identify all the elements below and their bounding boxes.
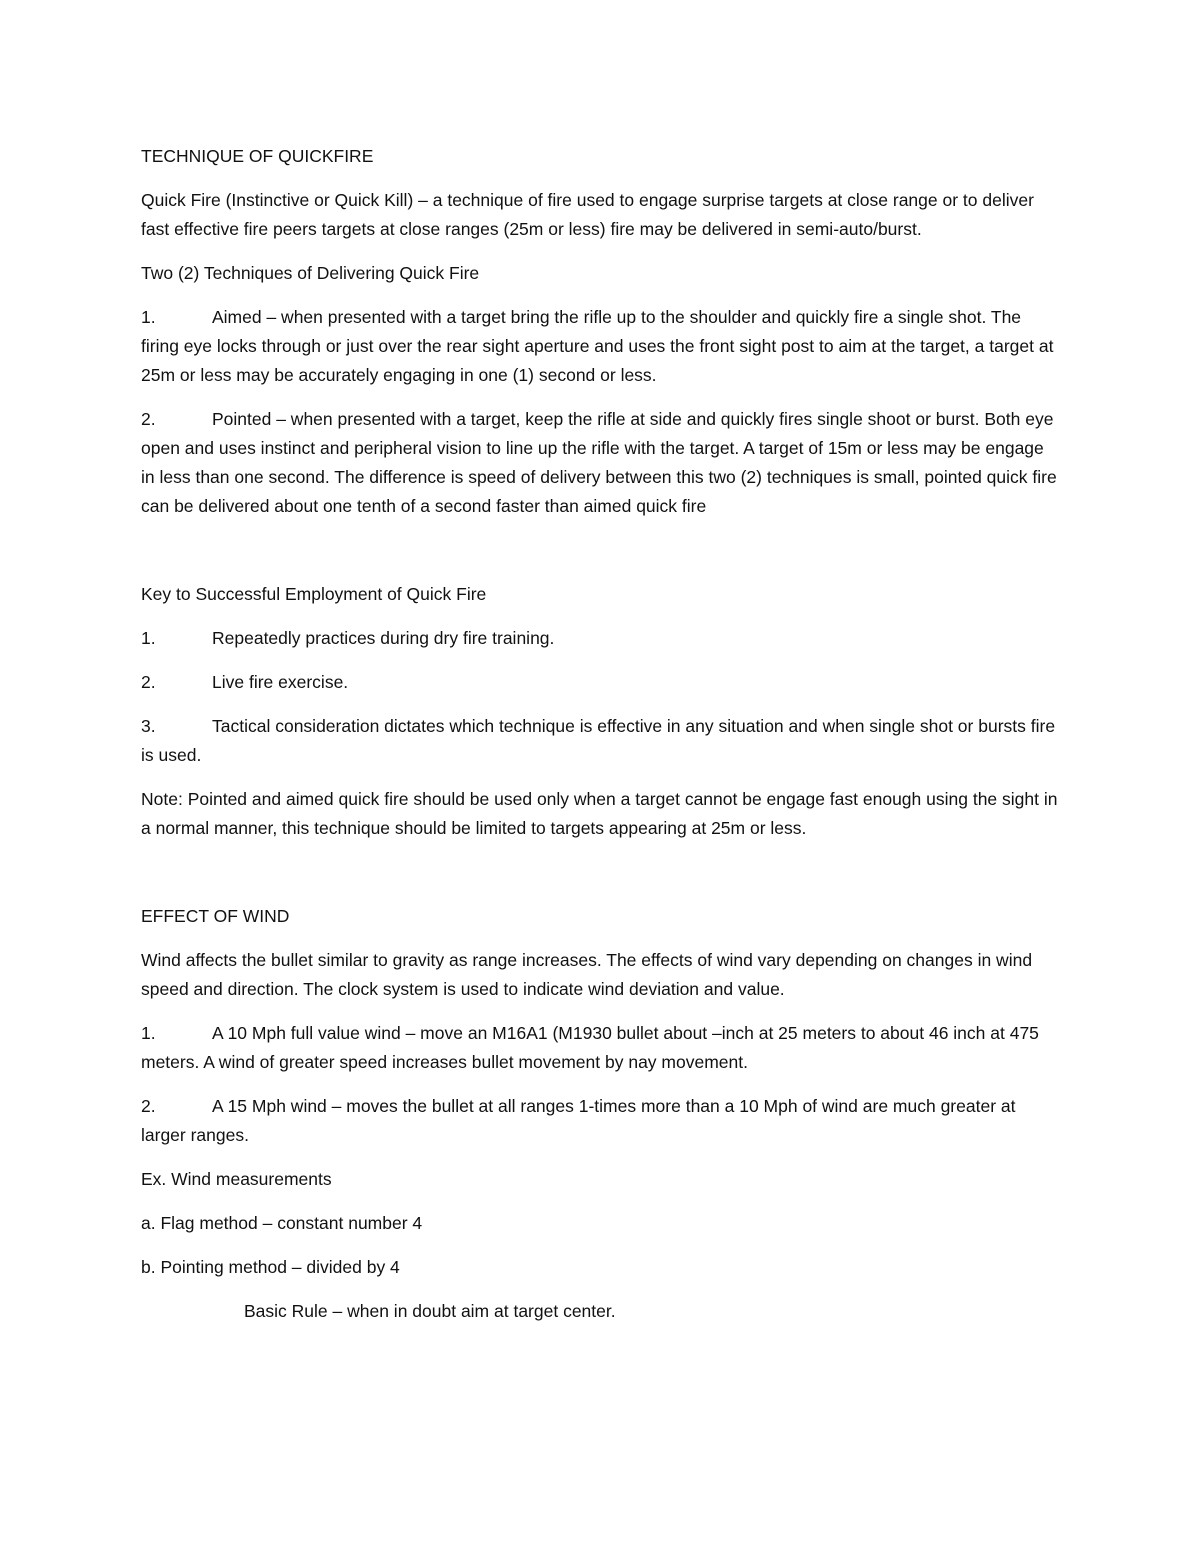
pointing-method-line: b. Pointing method – divided by 4	[141, 1257, 400, 1277]
section-title-effect-of-wind: EFFECT OF WIND	[141, 906, 290, 926]
key-item-2	[141, 668, 1061, 697]
section-title-quickfire: TECHNIQUE OF QUICKFIRE	[141, 146, 374, 166]
techniques-subheading: Two (2) Techniques of Delivering Quick Fire	[141, 263, 480, 283]
technique-item-aimed	[141, 303, 1061, 390]
key-item-3	[141, 712, 1061, 770]
quickfire-intro-paragraph: Quick Fire (Instinctive or Quick Kill) – a technique of fire used to engage surprise targets at close range or to deliver fast effective fire peers targets at close ranges (25m or less) fire may be delivered in semi-auto/burst.	[141, 190, 1034, 239]
list-number: 3.	[141, 716, 156, 736]
list-number: 1.	[141, 1023, 156, 1043]
list-number: 2.	[141, 409, 156, 429]
wind-measurements-heading: Ex. Wind measurements	[141, 1169, 332, 1189]
note-paragraph: Note: Pointed and aimed quick fire should be used only when a target cannot be engage fast enough using the sight in a normal manner, this technique should be limited to targets appearing at 25m or less.	[141, 789, 1058, 838]
wind-item-2	[141, 1092, 1061, 1150]
list-item-text: Aimed – when presented with a target bring the rifle up to the shoulder and quickly fire a single shot. The firing eye locks through or just over the rear sight aperture and uses the front sight post to aim at the target, a target at 25m or less may be accurately engaging in one (1) second or less.	[141, 307, 1054, 385]
list-item-text: A 15 Mph wind – moves the bullet at all ranges 1-times more than a 10 Mph of wind are much greater at larger ranges.	[141, 1096, 1016, 1145]
technique-item-pointed	[141, 405, 1061, 521]
wind-intro-paragraph: Wind affects the bullet similar to gravity as range increases. The effects of wind vary depending on changes in wind speed and direction. The clock system is used to indicate wind deviation and value.	[141, 950, 1033, 999]
blank-line	[141, 858, 1061, 902]
document-body	[141, 142, 1061, 1341]
list-item-text: Repeatedly practices during dry fire training.	[212, 628, 555, 648]
list-item-text: Tactical consideration dictates which technique is effective in any situation and when single shot or bursts fire is used.	[141, 716, 1056, 765]
list-item-text: A 10 Mph full value wind – move an M16A1 (M1930 bullet about –inch at 25 meters to about 46 inch at 475 meters. A wind of greater speed increases bullet movement by nay movement.	[141, 1023, 1039, 1072]
list-number: 2.	[141, 1096, 156, 1116]
list-number: 1.	[141, 628, 156, 648]
section-title-key-to-success: Key to Successful Employment of Quick Fire	[141, 584, 487, 604]
key-item-1	[141, 624, 1061, 653]
list-item-text: Pointed – when presented with a target, keep the rifle at side and quickly fires single shoot or burst. Both eye open and uses instinct and peripheral vision to line up the rifle with the target. A target of 15m or less may be engage in less than one second. The difference is speed of delivery between this two (2) techniques is small, pointed quick fire can be delivered about one tenth of a second faster than aimed quick fire	[141, 409, 1057, 516]
basic-rule-line: Basic Rule – when in doubt aim at target center.	[244, 1301, 616, 1321]
blank-line	[141, 536, 1061, 580]
list-item-text: Live fire exercise.	[212, 672, 349, 692]
wind-item-1	[141, 1019, 1061, 1077]
list-number: 1.	[141, 307, 156, 327]
list-number: 2.	[141, 672, 156, 692]
flag-method-line: a. Flag method – constant number 4	[141, 1213, 423, 1233]
